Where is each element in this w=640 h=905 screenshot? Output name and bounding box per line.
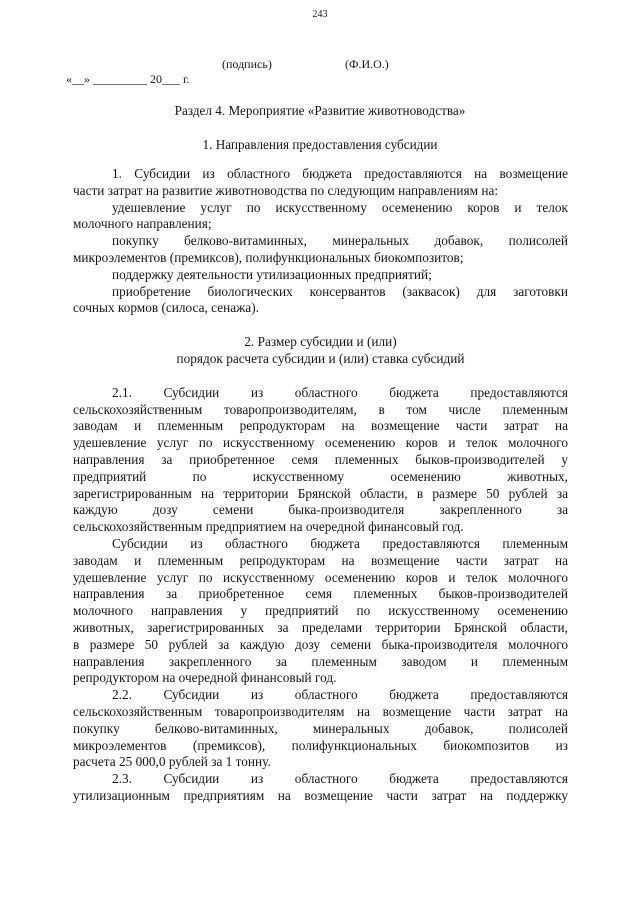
body-text-line: удешевление услуг по искусственному осеменению коров и телок молочного (73, 569, 568, 585)
body-text-line: покупку белково-витаминных, минеральных добавок, полисолей (73, 720, 568, 736)
subsection-1-body (73, 166, 568, 317)
body-text-line: сельскохозяйственным предприятием на очередной финансовый год. (73, 519, 464, 535)
date-line: «__» _________ 20___ г. (66, 72, 190, 86)
body-text-line: молочного направления; (73, 216, 212, 232)
body-text-line: заводам и племенным репродукторам на возмещение части затрат на (73, 552, 568, 568)
body-text-line: направления за приобретенное семя племенных быков-производителей (73, 586, 568, 602)
body-text-line: сельскохозяйственным товаропроизводителям, в том числе племенным (73, 401, 568, 417)
body-text-line: направления закрепленного за племенным заводом и племенным (73, 653, 568, 669)
body-text-line: поддержку деятельности утилизационных предприятий; (112, 266, 432, 282)
subsection-2-title-line-1: 2. Размер субсидии и (или) (244, 334, 397, 350)
signature-label: (подпись) (222, 57, 272, 71)
body-text-line: молочного направления у предприятий по искусственному осеменению (73, 603, 568, 619)
body-text-line: в размере 50 рублей за каждую дозу семени быка-производителя молочного (73, 636, 568, 652)
body-text-line: сочных кормов (силоса, сенажа). (73, 300, 259, 316)
body-text-line: зарегистрированным на территории Брянской области, в размере 50 рублей за (73, 485, 568, 501)
subsection-2-body (73, 385, 568, 805)
body-text-line: Субсидии из областного бюджета предоставляются племенным (112, 535, 568, 551)
subsection-1-title: 1. Направления предоставления субсидии (202, 137, 438, 152)
body-text-line: предприятий по искусственному осеменению животных, (73, 468, 568, 484)
body-text-line: животных, зарегистрированных за пределами территории Брянской области, (73, 619, 568, 635)
body-text-line: заводам и племенным репродукторам на возмещение части затрат на (73, 418, 568, 434)
body-text-line: расчета 25 000,0 рублей за 1 тонну. (73, 754, 271, 770)
body-text-line: покупку белково-витаминных, минеральных добавок, полисолей (112, 233, 568, 249)
page-number: 243 (312, 9, 328, 20)
body-text-line: 2.3. Субсидии из областного бюджета предоставляются (112, 771, 568, 787)
body-text-line: 2.1. Субсидии из областного бюджета предоставляются (112, 384, 568, 400)
body-text-line: направления за приобретенное семя племенных быков-производителей у (73, 451, 568, 467)
body-text-line: микроэлементов (премиксов), полифункциональных биокомпозитов из (73, 737, 568, 753)
body-text-line: утилизационным предприятиям на возмещение части затрат на поддержку (73, 787, 568, 803)
subsection-2-title-line-2: порядок расчета субсидии и (или) ставка субсидий (176, 350, 465, 366)
name-label: (Ф.И.О.) (345, 57, 389, 71)
body-text-line: приобретение биологических консервантов (заквасок) для заготовки (112, 283, 568, 299)
body-text-line: 2.2. Субсидии из областного бюджета предоставляются (112, 687, 568, 703)
section-title: Раздел 4. Мероприятие «Развитие животноводства» (174, 103, 466, 118)
body-text-line: репродуктором на очередной финансовый год. (73, 670, 337, 686)
body-text-line: части затрат на развитие животноводства по следующим направлениям на: (73, 182, 499, 198)
body-text-line: удешевление услуг по искусственному осеменению коров и телок (112, 199, 568, 215)
body-text-line: микроэлементов (премиксов), полифункциональных биокомпозитов; (73, 249, 464, 265)
body-text-line: каждую дозу семени быка-производителя закрепленного за (73, 502, 568, 518)
document-body (73, 166, 568, 805)
body-text-line: 1. Субсидии из областного бюджета предоставляются на возмещение (112, 166, 568, 181)
body-text-line: сельскохозяйственным товаропроизводителям на возмещение части затрат на (73, 703, 568, 719)
body-text-line: удешевление услуг по искусственному осеменению коров и телок молочного (73, 435, 568, 451)
